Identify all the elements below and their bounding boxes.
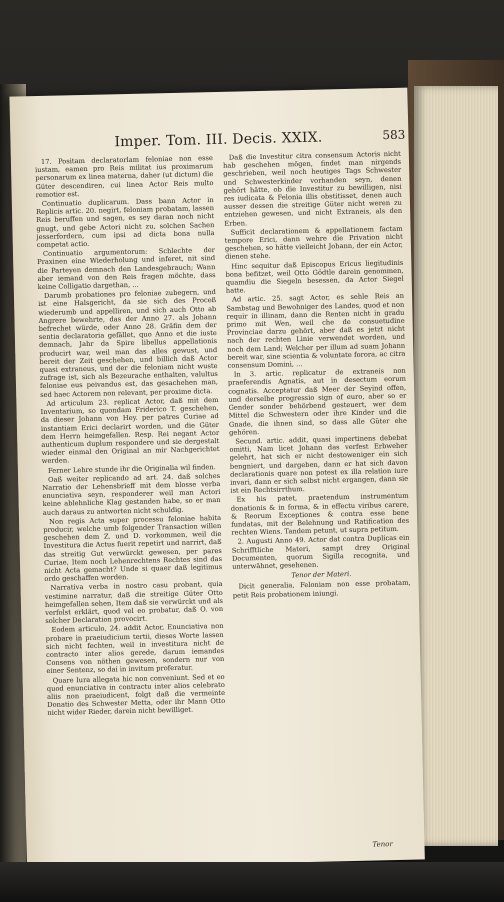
page-header [10, 127, 408, 151]
left-paragraph: Non regis Acta super processu feloniae habita producir, welche umb folgender Transaction willen geschehen dem Z. und D. vorkommen, weil die Investitura die Actus fuerit repetirt und narrirt, daß das streitig Gut verwürckt gewesen, per pares Curiae, Item noch Lehenrechtens Rechtes sind das nicht Acta gemacht? Unde si quaer daß legitimus ordo geschaffen worden. [43, 513, 223, 584]
left-paragraph: Ferner Lehre stunde ihr die Originalia wil finden. [47, 462, 216, 475]
right-paragraph: Ad artic. 25. sagt Actor, es sehle Reis an Sambstag und Bewohniger des Landes, quod et non requir in illinam, dann die Renten nicht in gradu primo mit Wen, weil che de consuetudine Provinciae darzu gehört, aber daß es jetzt nicht nach der rechten Linie verwendet worden, und noch dem Land; Welcher per illum ad suam Johann bereit war, sine scientia & voluntate forora, ac citra consensum Domini, ... [226, 292, 406, 370]
right-paragraph: Daß die Investitur citra consensum Actoris nicht hab geschehen mögen, findet man nirgends geschrieben, weil noch heutiges Tags Schwester und Schwesterkinder vorhanden seyn, denen gehört hätte, ob die Investitur zu bewilligen, nisi res iudicata & Felonia illis obstitisset, denen auch ausser dessen die streitige Güter nicht weren zu entziehen gewesen, und nicht Extraneis, als den Erben. [222, 149, 403, 228]
left-paragraph: Oaß weiter replicando ad art. 24. daß solches Narratio der Lehensbrieff mit dem blosse verba enunciativa seyn, responderer weil man Actori keine ablehnliche Klag gestanden habe, so er man auch daraus zu antworten nicht schuldig. [42, 471, 221, 517]
table-surface [0, 862, 504, 902]
left-paragraph: Ad articulum 23. replicat Actor, daß mit dem Inventarium, so quondam Friderico T. geschehen, da dieser Johann von Hey. per patres Curiae ad instantiam Erici declarirt worden, und die Güter dem Herrn heimgefallen. Resp. Rei negant Actor authenticum duplum respondere und sie dergestalt wieder einmal den Original an mir Nachgerichtet werden. [40, 395, 220, 466]
right-paragraph: Hinc sequitur daß Episcopus Ericus liegitudinis bona befitzet, weil Otto Gödtle darein genommen, quamdiu die Siegeln besessen, da Actor Siegel hatte. [225, 258, 404, 296]
section-heading: Tenor der Materi. [291, 570, 352, 580]
catchword: Tenor [372, 840, 393, 849]
left-paragraph: Continuatio duplicarum. Dass bann Actor in Replicis artic. 20. negirt, feloniam probatam, lassen Reis beruffen und sagen, es sey daran noch nicht gnugt, und gebe Actori nicht zu, solchen Sachen jesserfordern, cum ipsi ad dicta bona nulla competat actio. [35, 196, 215, 250]
left-paragraph: Quare Iura allegata hic non conveniunt. Sed et eo quod enunciativa in contractu inter alios celebrato aliis non praeiudicent, folgt daß die vermeinte Donatio des Schwester Metta, oder ihr Mann Otto nicht wider Rieder, darein nicht bewilliget. [46, 672, 226, 718]
right-paragraph: Dicit generalia, Feloniam non esse probatam, petit Reis probationem iniungi. [232, 579, 411, 600]
page-number: 583 [382, 127, 406, 143]
right-paragraph: Secund. artic. addit, quasi impertinens debebat omitti, Nam licet Johann das verfest Erbweher gelehrt, hat sich er nicht destoweniger ein sich bengniert, und dargeben, dann er hat sich davon declarationis quare non potest ex illa relation iure invari, dann er sich selbst nicht ergangen, dann sie ist ein Rechtsirrthum. [229, 433, 409, 495]
right-paragraph: Ex his patet, praetendum instrumentum donationis & in forma, & in effectu viribus carere, & Reorum Exceptiones & contra esse bene fundatas, mit der Belehnung und Ratification des rechten Wiens. Tandem petunt, ut supra petitum. [230, 492, 410, 537]
right-paragraph: Sufficit declarationem & appellationem factam tempore Erici, dann wehre die Privation nicht geschehen, so hätte vielleicht Johann, der ein Actor, dienen stehe. [224, 224, 403, 262]
left-paragraph: Continuatio argumentorum: Schlechte der Praxinen eine Wiederholung und inferet, nit sind die Parteyen demnach den Landesgebrauch; Wann aber iemand von den Reis fragen möchte, dass keine Colligatio dargethan, ... [37, 246, 216, 292]
right-paragraph: 2. Augusti Anno 49. Actor dat contra Duplicas ein Schrifftliche Materi, sampt drey Original Documenten, quorum Sigilla recognita, und unterwähnet, gesehenen. [231, 534, 411, 571]
page-edges [414, 86, 498, 846]
left-paragraph: Narrativa verba in nostro casu probant, quia vestimine narratur, daß die streitige Güter Otto heimgefallen sehen, Item daß sie verwürckt und als verfolst erklärt, quod vel eo probatur, daß O. von solcher Declaration provocirt. [44, 580, 224, 626]
right-paragraph: In 3. artic. replicatur de extraneis non praeferendis Agnatis, aut in desectum eorum cognatis. Acceptatur daß Meer der Seyind offen, und derselbe progressio sign of euro, aber so er Gender sonder behörbend gesteuert, wer dem Mittel die Schwestern oder ihre Kinder und die Gnade, die ihnen sind, so dass alle Güter ehe gehören. [227, 366, 407, 437]
right-column [223, 150, 411, 601]
left-paragraph: Eodem articulo, 24. addit Actor, Enunciativa non probare in praeiudicium tertii, dieses Worte lassen sich nicht fechten, weil in investitura nicht de contracto inter alios gerede, darum iemandes Consens von nöthen gewesen, sondern nur von einer Sentenz, so dai in invitum proferatur. [45, 622, 225, 676]
book-page [9, 88, 424, 869]
running-title: Imper. Tom. III. Decis. XXIX. [114, 129, 323, 151]
left-column [35, 154, 226, 719]
left-paragraph: 17. Positam declaratorlam feloniae non esse iustam, eamen pro Reis militat ius proximarum personarum ex linea materna, daher (ut dictum) die Güter descendiren, cui linea Actor Reis multo remotior est. [35, 154, 214, 199]
left-paragraph: Darumb probationes pro feloniae zubegern, und ist eine Halsgericht, da sie sich des Proceß wiederumb und appelliren, und sich auch Otto ab Angrere bewehrte, das der Anno 27. als Johann befrechet würde, oder Anno 28. Gräfin dem der sentia declaratoria gefället, quo Anno et die iuste demnach, Jahr da Spire libellus appellationis producirt war, weil man das alles gewust, und bereit der Zeit geschehen, und billich daß Actor quasi extraneus, und der die feloniam nicht wuste zufrage ist, sich als Bezeurache enthalten, valultus feloniae eus peivandus est, das gesachehen man, sed haec Actorem non relevant, per proxime dicta. [38, 288, 219, 399]
